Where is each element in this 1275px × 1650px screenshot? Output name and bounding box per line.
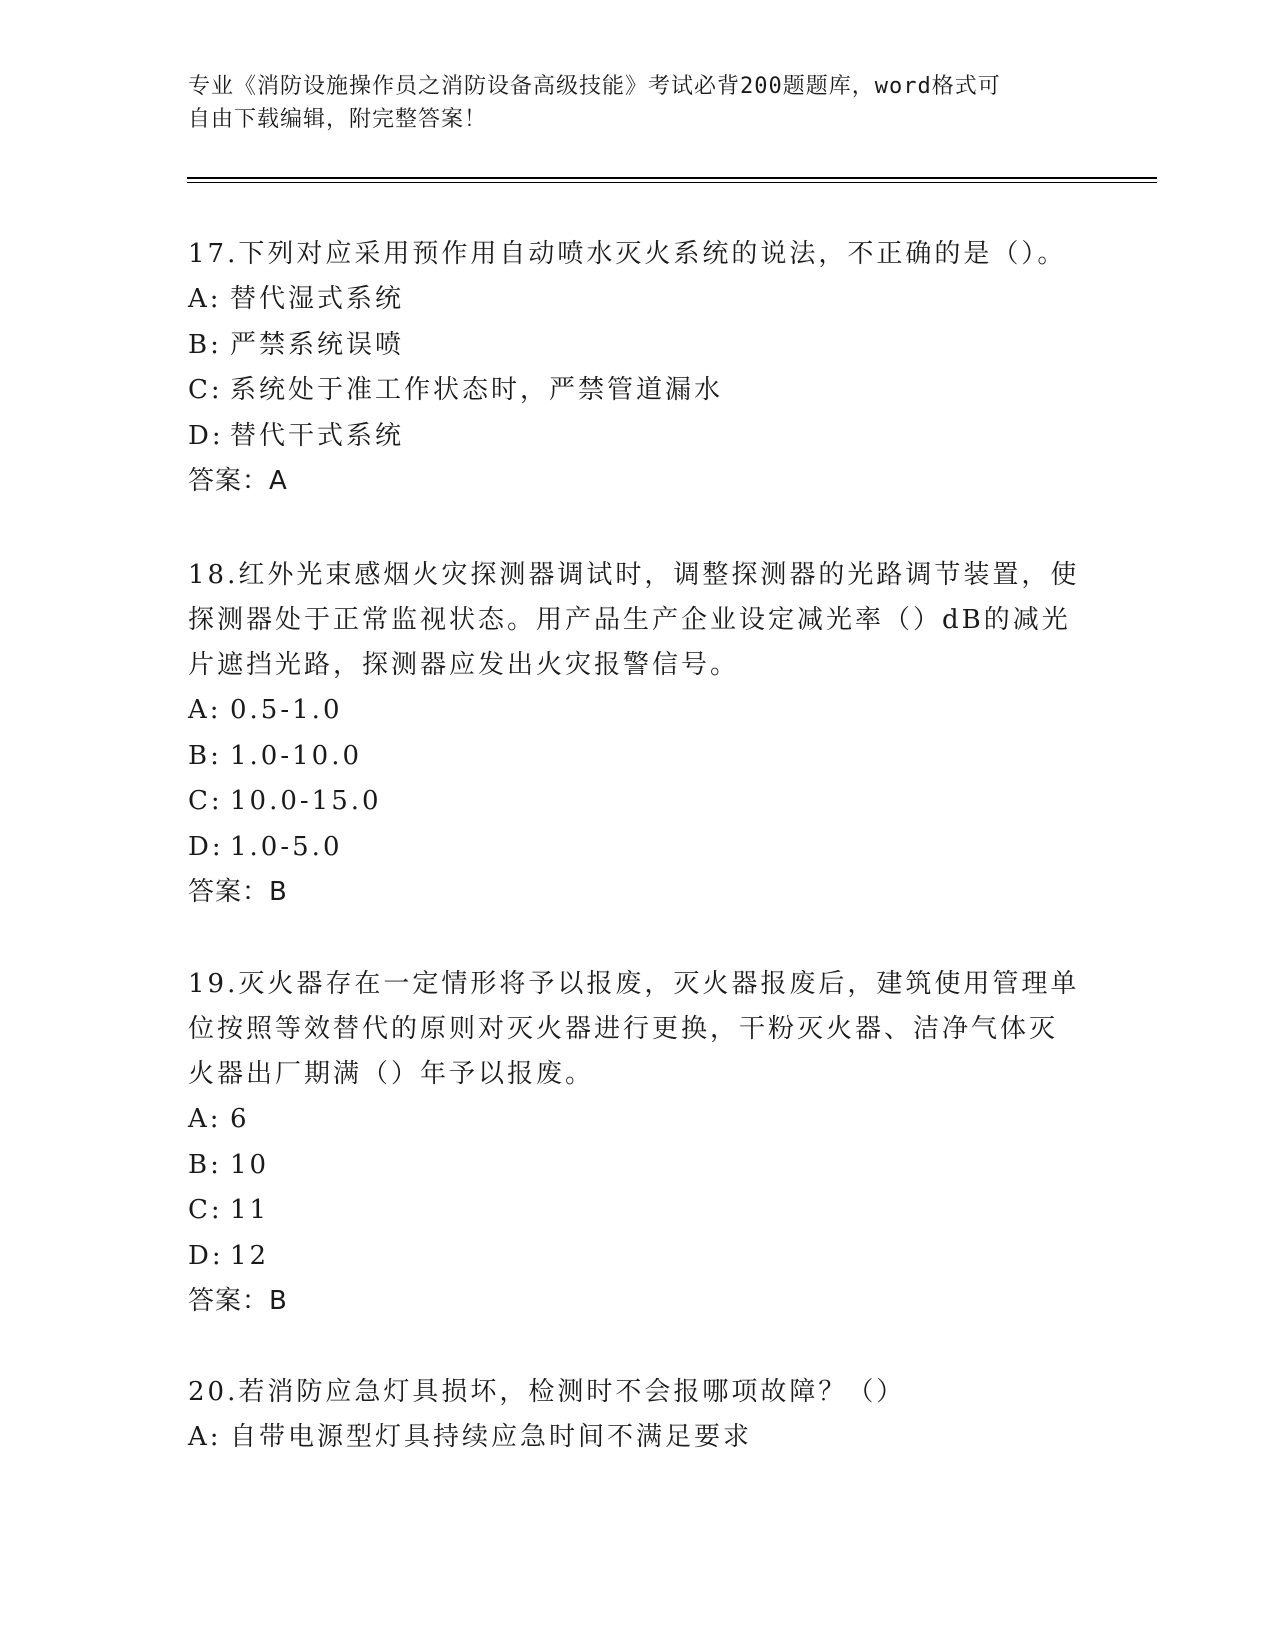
answer: 答案：A xyxy=(188,466,288,496)
option-d: D: 12 xyxy=(188,1240,270,1271)
answer: 答案：B xyxy=(188,877,288,907)
option-b: B: 严禁系统误喷 xyxy=(188,329,405,360)
question-17 xyxy=(188,232,1083,504)
document-header xyxy=(188,70,1068,136)
option-c: C: 系统处于准工作状态时，严禁管道漏水 xyxy=(188,375,724,405)
header-line-2: 自由下载编辑，附完整答案！ xyxy=(188,107,488,132)
option-b: B: 10 xyxy=(188,1149,270,1180)
option-b: B: 1.0-10.0 xyxy=(188,740,363,771)
option-a: A: 替代湿式系统 xyxy=(188,284,405,314)
header-rule-thin xyxy=(187,182,1157,183)
option-c: C: 10.0-15.0 xyxy=(188,786,382,816)
header-line-1: 专业《消防设施操作员之消防设备高级技能》考试必背200题题库，word格式可 xyxy=(188,74,1001,99)
header-rule-thick xyxy=(187,177,1157,179)
question-stem: 19.灭火器存在一定情形将予以报废，灭火器报废后，建筑使用管理单位按照等效替代的原则对灭火器进行更换，干粉灭火器、洁净气体灭火器出厂期满（）年予以报废。 xyxy=(188,969,1080,1089)
question-stem: 20.若消防应急灯具损坏，检测时不会报哪项故障？（） xyxy=(188,1377,906,1407)
question-stem: 17.下列对应采用预作用自动喷水灭火系统的说法，不正确的是（）。 xyxy=(188,239,1067,269)
question-20 xyxy=(188,1370,1083,1461)
option-a: A: 0.5-1.0 xyxy=(188,695,343,725)
option-c: C: 11 xyxy=(188,1195,270,1225)
option-d: D: 1.0-5.0 xyxy=(188,831,343,862)
option-d: D: 替代干式系统 xyxy=(188,420,405,451)
option-a: A: 6 xyxy=(188,1104,250,1134)
question-18 xyxy=(188,553,1083,915)
answer: 答案：B xyxy=(188,1286,288,1316)
question-19 xyxy=(188,962,1083,1324)
option-a: A: 自带电源型灯具持续应急时间不满足要求 xyxy=(188,1422,753,1452)
question-stem: 18.红外光束感烟火灾探测器调试时，调整探测器的光路调节装置，使探测器处于正常监视状态。用产品生产企业设定减光率（）dB的减光片遮挡光路，探测器应发出火灾报警信号。 xyxy=(188,560,1080,680)
